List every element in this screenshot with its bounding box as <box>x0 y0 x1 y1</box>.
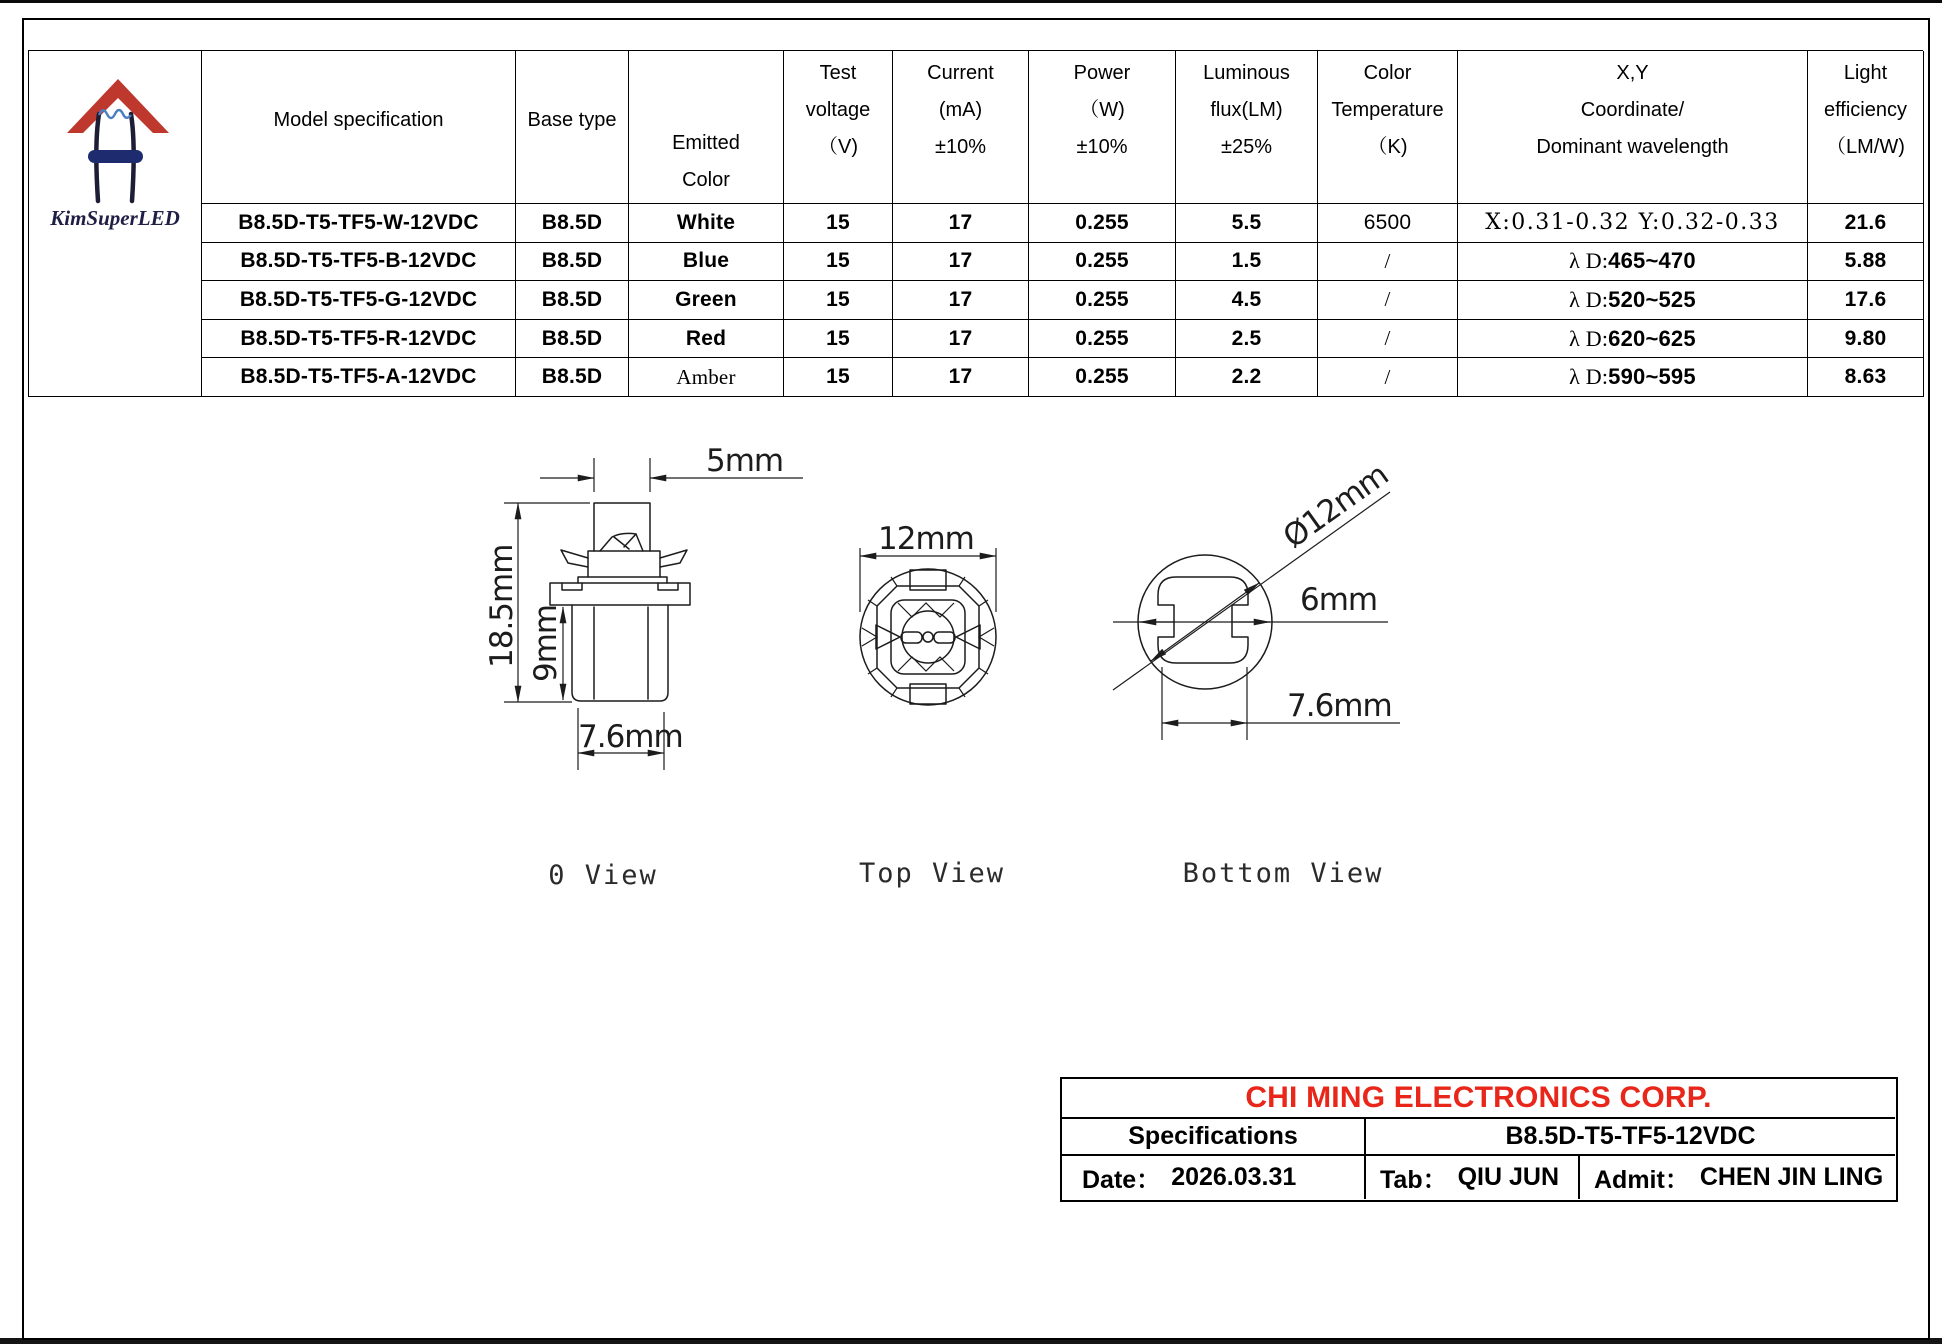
dim-label-9mm: 9mm <box>528 604 564 682</box>
tab-label: Tab： <box>1380 1165 1448 1194</box>
cell-color-temperature: 6500 <box>1318 204 1458 243</box>
spec-table <box>28 50 1923 397</box>
cell-power: 0.255 <box>1029 204 1176 243</box>
cell-xy-coordinate: X:0.31-0.32 Y:0.32-0.33 <box>1458 204 1808 243</box>
cell-base-type: B8.5D <box>516 243 629 282</box>
dim-label-6mm: 6mm <box>1300 582 1378 618</box>
cell-xy-coordinate: λ D: 465~470 <box>1458 243 1808 282</box>
cell-luminous-flux: 2.2 <box>1176 358 1318 397</box>
date-field <box>1062 1156 1366 1199</box>
page-top-edge-line <box>0 0 1942 3</box>
admit-label: Admit： <box>1594 1165 1690 1194</box>
col-header-test-voltage: Test voltage （V) <box>784 51 893 204</box>
cell-luminous-flux: 2.5 <box>1176 320 1318 359</box>
col-header-color-temperature: Color Temperature （K) <box>1318 51 1458 204</box>
cell-model: B8.5D-T5-TF5-W-12VDC <box>202 204 516 243</box>
cell-emitted-color: Red <box>629 320 784 359</box>
brand-logo-icon <box>29 51 202 301</box>
col-header-xy-coordinate: X,Y Coordinate/ Dominant wavelength <box>1458 51 1808 204</box>
col-header-power: Power （W) ±10% <box>1029 51 1176 204</box>
col-header-emitted-color: Emitted Color <box>629 51 784 204</box>
admit-field <box>1580 1156 1895 1199</box>
cell-color-temperature: / <box>1318 281 1458 320</box>
cell-current: 17 <box>893 243 1029 282</box>
date-label: Date： <box>1082 1165 1162 1194</box>
cell-base-type: B8.5D <box>516 204 629 243</box>
title-block <box>1060 1077 1898 1202</box>
cell-luminous-flux: 1.5 <box>1176 243 1318 282</box>
cell-model: B8.5D-T5-TF5-G-12VDC <box>202 281 516 320</box>
col-header-current: Current (mA) ±10% <box>893 51 1029 204</box>
cell-test-voltage: 15 <box>784 358 893 397</box>
col-header-model <box>202 51 516 204</box>
cell-current: 17 <box>893 204 1029 243</box>
col-header-luminous-flux: Luminous flux(LM) ±25% <box>1176 51 1318 204</box>
dim-label-12mm: 12mm <box>878 521 974 557</box>
spec-part-number: B8.5D-T5-TF5-12VDC <box>1366 1119 1895 1156</box>
cell-model: B8.5D-T5-TF5-B-12VDC <box>202 243 516 282</box>
cell-color-temperature: / <box>1318 320 1458 359</box>
cell-light-efficiency: 5.88 <box>1808 243 1924 282</box>
cell-test-voltage: 15 <box>784 320 893 359</box>
dim-label-7-6mm-bottom: 7.6mm <box>1287 688 1392 724</box>
bottom-view-label: Bottom View <box>1182 858 1384 889</box>
cell-emitted-color: Amber <box>629 358 784 397</box>
cell-test-voltage: 15 <box>784 204 893 243</box>
cell-test-voltage: 15 <box>784 243 893 282</box>
cell-power: 0.255 <box>1029 281 1176 320</box>
cell-model: B8.5D-T5-TF5-R-12VDC <box>202 320 516 359</box>
header-label: Model specification <box>273 108 444 131</box>
top-view-label: Top View <box>858 858 1006 889</box>
cell-base-type: B8.5D <box>516 358 629 397</box>
dim-label-18-5mm: 18.5mm <box>484 544 520 668</box>
cell-current: 17 <box>893 358 1029 397</box>
header-label: Base type <box>527 108 617 131</box>
company-name: CHI MING ELECTRONICS CORP. <box>1062 1079 1895 1119</box>
col-header-light-efficiency: Light efficiency （LM/W) <box>1808 51 1924 204</box>
cell-current: 17 <box>893 320 1029 359</box>
cell-current: 17 <box>893 281 1029 320</box>
dim-label-5mm: 5mm <box>706 443 784 479</box>
col-header-base-type <box>516 51 629 204</box>
front-view-label: 0 View <box>548 860 658 891</box>
cell-power: 0.255 <box>1029 243 1176 282</box>
cell-model: B8.5D-T5-TF5-A-12VDC <box>202 358 516 397</box>
admit-value: CHEN JIN LING <box>1699 1163 1884 1191</box>
cell-light-efficiency: 8.63 <box>1808 358 1924 397</box>
dim-label-7-6mm: 7.6mm <box>578 719 683 755</box>
spec-label: Specifications <box>1062 1119 1366 1156</box>
cell-xy-coordinate: λ D: 620~625 <box>1458 320 1808 359</box>
cell-test-voltage: 15 <box>784 281 893 320</box>
cell-light-efficiency: 21.6 <box>1808 204 1924 243</box>
dim-label-diameter-12mm: Ø12mm <box>1276 456 1395 556</box>
cell-power: 0.255 <box>1029 320 1176 359</box>
tab-field <box>1366 1156 1580 1199</box>
cell-color-temperature: / <box>1318 243 1458 282</box>
cell-base-type: B8.5D <box>516 281 629 320</box>
tab-value: QIU JUN <box>1457 1163 1559 1191</box>
cell-color-temperature: / <box>1318 358 1458 397</box>
brand-name: KimSuperLED <box>50 206 180 230</box>
cell-luminous-flux: 4.5 <box>1176 281 1318 320</box>
cell-base-type: B8.5D <box>516 320 629 359</box>
cell-power: 0.255 <box>1029 358 1176 397</box>
date-value: 2026.03.31 <box>1171 1163 1297 1191</box>
cell-xy-coordinate: λ D: 520~525 <box>1458 281 1808 320</box>
cell-emitted-color: Blue <box>629 243 784 282</box>
cell-luminous-flux: 5.5 <box>1176 204 1318 243</box>
cell-emitted-color: White <box>629 204 784 243</box>
cell-light-efficiency: 17.6 <box>1808 281 1924 320</box>
cell-light-efficiency: 9.80 <box>1808 320 1924 359</box>
cell-emitted-color: Green <box>629 281 784 320</box>
cell-xy-coordinate: λ D: 590~595 <box>1458 358 1808 397</box>
